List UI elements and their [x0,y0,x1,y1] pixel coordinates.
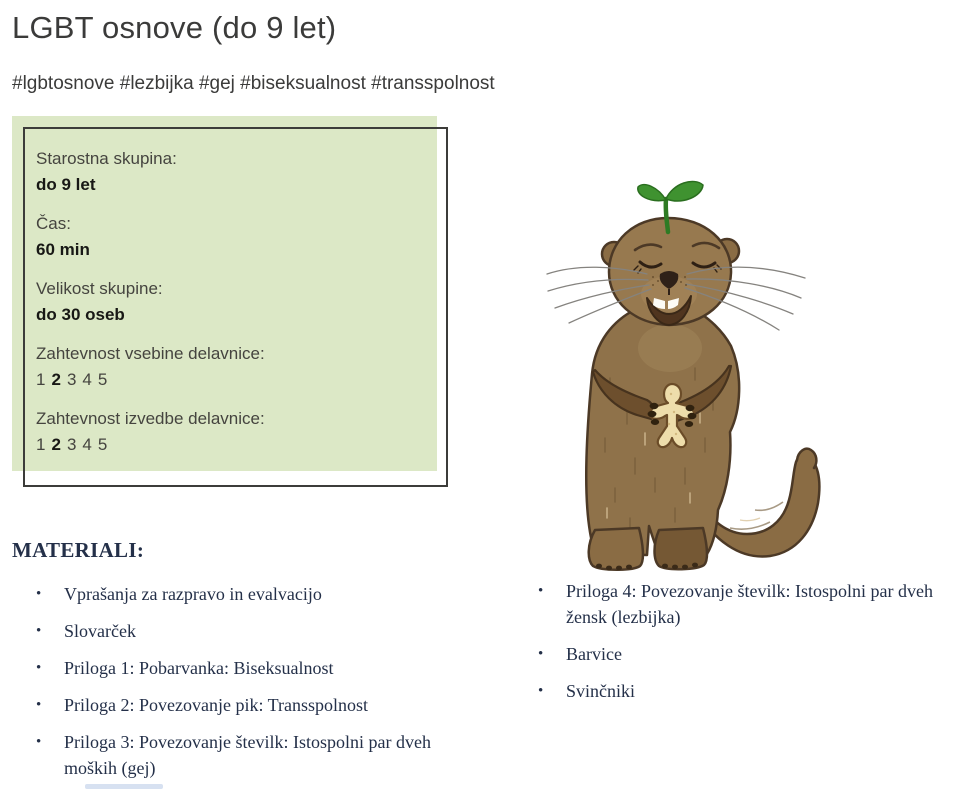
info-field-label: Čas: [36,214,71,233]
bullet-icon: • [36,586,42,602]
info-field-time [36,211,416,263]
scale-value: 4 [82,435,92,454]
list-item [36,618,476,644]
hashtags-line: #lgbtosnove #lezbijka #gej #biseksualnost #transspolnost [12,73,495,94]
list-item-text: Priloga 3: Povezovanje številk: Istospolni par dveh moških (gej) [64,732,431,778]
list-item-text: Priloga 2: Povezovanje pik: Transspolnost [64,695,369,715]
bullet-icon: • [36,697,42,713]
scale-label: Zahtevnost vsebine delavnice: [36,344,265,363]
materials-list-left [36,581,476,789]
difficulty-execution [36,406,416,458]
scale-value: 3 [66,370,77,389]
list-item [36,692,476,718]
info-field-label: Starostna skupina: [36,149,177,168]
list-item-text: Svinčniki [566,681,636,701]
scale-value: 2 [51,370,61,389]
bullet-icon: • [538,683,544,699]
bullet-icon: • [538,583,544,599]
list-item-text: Priloga 1: Pobarvanka: Biseksualnost [64,658,334,678]
cutoff-blue-fragment [85,784,163,789]
list-item [538,678,970,704]
list-item-text: Priloga 4: Povezovanje številk: Istospolni par dveh žensk (lezbijka) [566,581,933,627]
list-item [538,578,970,630]
list-item-text: Slovarček [64,621,136,641]
scale-value: 1 [36,435,46,454]
page-title: LGBT osnove (do 9 let) [12,10,337,45]
scale-value: 3 [66,435,77,454]
difficulty-scale [36,367,416,393]
otter-head [547,218,805,330]
bullet-icon: • [36,623,42,639]
bullet-icon: • [36,734,42,750]
info-field-value: 60 min [36,240,90,259]
list-item-text: Barvice [566,644,622,664]
info-field-value: do 30 oseb [36,305,125,324]
difficulty-content [36,341,416,393]
info-field-label: Velikost skupine: [36,279,163,298]
materials-heading: MATERIALI: [12,538,145,562]
list-item [36,655,476,681]
scale-value: 2 [51,435,61,454]
info-field-age [36,146,416,198]
list-item [36,581,476,607]
scale-value: 5 [97,435,108,454]
scale-value: 1 [36,370,46,389]
scale-value: 4 [82,370,92,389]
info-field-value: do 9 let [36,175,96,194]
list-item [538,641,970,667]
materials-list-right [538,578,970,715]
bullet-icon: • [36,660,42,676]
list-item [36,729,476,781]
info-box [36,146,416,471]
difficulty-scale [36,432,416,458]
otter-illustration [535,178,835,578]
scale-value: 5 [97,370,108,389]
list-item-text: Vprašanja za razpravo in evalvacijo [64,584,322,604]
scale-label: Zahtevnost izvedbe delavnice: [36,409,265,428]
info-field-group-size [36,276,416,328]
bullet-icon: • [538,646,544,662]
